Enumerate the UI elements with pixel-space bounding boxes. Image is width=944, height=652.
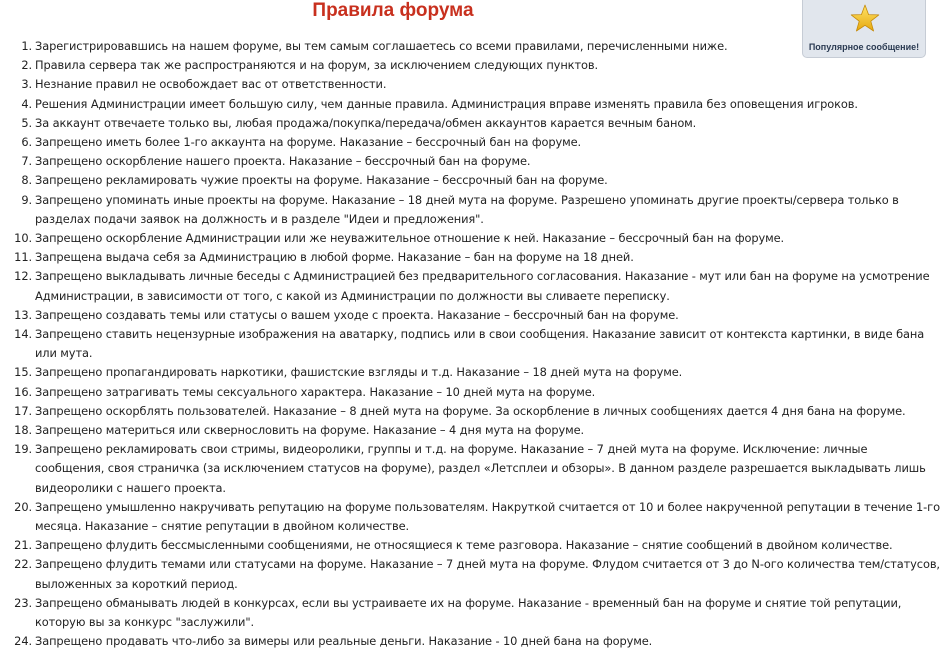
rule-text: Запрещено материться или сквернословить на форуме. Наказание – 4 дня мута на форуме. bbox=[35, 423, 585, 438]
rule-number: 18. bbox=[14, 423, 32, 438]
rule-item bbox=[0, 383, 940, 402]
rule-number: 22. bbox=[14, 557, 32, 572]
rule-text: Запрещено ставить нецензурные изображения на аватарку, подпись или в свои сообщения. Наказание зависит от контекста картинки, в виде бана или мута. bbox=[35, 327, 925, 361]
rule-item bbox=[0, 440, 940, 498]
rule-text: За аккаунт отвечаете только вы, любая продажа/покупка/передача/обмен аккаунтов карается вечным баном. bbox=[35, 115, 697, 130]
rule-number: 15. bbox=[14, 365, 32, 380]
rule-text: Решения Администрации имеет большую силу, чем данные правила. Администрация вправе изменять правила без оповещения игроков. bbox=[35, 96, 858, 111]
rule-text: Запрещено продавать что-либо за вимеры или реальные деньги. Наказание - 10 дней бана на форуме. bbox=[35, 634, 653, 649]
rule-item bbox=[0, 594, 940, 632]
rule-number: 4. bbox=[21, 96, 32, 111]
rule-item bbox=[0, 555, 940, 593]
rule-item bbox=[0, 152, 940, 171]
rule-text: Зарегистрировавшись на нашем форуме, вы тем самым соглашаетесь со всеми правилами, перечисленными ниже. bbox=[35, 39, 728, 53]
rule-text: Запрещено затрагивать темы сексуального характера. Наказание – 10 дней мута на форуме. bbox=[35, 384, 596, 399]
rule-text: Запрещено упоминать иные проекты на форуме. Наказание – 18 дней мута на форуме. Разрешено упоминать другие проекты/сервера только в разделах подачи заявок на должность и в разделе "Идеи и предложения". bbox=[35, 192, 899, 226]
rule-item bbox=[0, 171, 940, 190]
rule-number: 12. bbox=[14, 269, 32, 284]
rule-item bbox=[0, 363, 940, 382]
rule-item bbox=[0, 133, 940, 152]
rule-number: 17. bbox=[14, 403, 32, 418]
rule-number: 24. bbox=[14, 634, 32, 649]
rule-item bbox=[0, 229, 940, 248]
rule-text: Запрещено оскорбление Администрации или же неуважительное отношение к ней. Наказание – бессрочный бан на форуме. bbox=[35, 231, 785, 246]
rule-item bbox=[0, 75, 940, 94]
rule-text: Запрещено рекламировать чужие проекты на форуме. Наказание – бессрочный бан на форуме. bbox=[35, 173, 608, 188]
rule-text: Запрещено оскорбление нашего проекта. Наказание – бессрочный бан на форуме. bbox=[35, 154, 531, 169]
rule-number: 8. bbox=[21, 173, 32, 188]
rules-list bbox=[0, 37, 940, 652]
rule-item bbox=[0, 248, 940, 267]
rule-text: Запрещено флудить темами или статусами на форуме. Наказание – 7 дней мута на форуме. Флудом считается от 3 до N-ого количества тем/статусов, выложенных за короткий период. bbox=[35, 557, 940, 591]
star-icon bbox=[850, 4, 880, 34]
rule-number: 14. bbox=[14, 327, 32, 342]
page-title: Правила форума bbox=[312, 0, 474, 21]
rule-text: Запрещена выдача себя за Администрацию в любой форме. Наказание – бан на форуме на 18 дней. bbox=[35, 250, 634, 265]
rule-item bbox=[0, 632, 940, 651]
rule-number: 6. bbox=[21, 135, 32, 150]
rule-number: 11. bbox=[14, 250, 32, 265]
rule-item bbox=[0, 325, 940, 363]
rule-number: 1. bbox=[21, 39, 32, 53]
rule-item bbox=[0, 191, 940, 229]
rule-text: Запрещено оскорблять пользователей. Наказание – 8 дней мута на форуме. За оскорбление в личных сообщениях дается 4 дня бана на форуме. bbox=[35, 403, 906, 418]
rule-number: 16. bbox=[14, 384, 32, 399]
rule-number: 7. bbox=[21, 154, 32, 169]
rule-text: Запрещено пропагандировать наркотики, фашистские взгляды и т.д. Наказание – 18 дней мута на форуме. bbox=[35, 365, 683, 380]
rule-item bbox=[0, 536, 940, 555]
rule-item bbox=[0, 114, 940, 133]
rule-number: 20. bbox=[14, 499, 32, 514]
rule-item bbox=[0, 421, 940, 440]
rule-text: Запрещено рекламировать свои стримы, видеоролики, группы и т.д. на форуме. Наказание – 7 дней мута на форуме. Исключение: личные сообщения, своя страничка (за исключением статусов на форуме), раздел «Летсплеи и обзоры». В данном разделе разрешается выкладывать лишь видеоролики с нашего проекта. bbox=[35, 442, 926, 495]
rule-number: 21. bbox=[14, 538, 32, 553]
rule-text: Запрещено выкладывать личные беседы с Администрацией без предварительного согласования. Наказание - мут или бан на форуме на усмотрение Администрации, в зависимости от того, с какой из Администрации по должности вы сливаете переписку. bbox=[35, 269, 930, 303]
rule-text: Запрещено обманывать людей в конкурсах, если вы устраиваете их на форуме. Наказание - временный бан на форуме и снятие той репутации, которую вы за конкурс "заслужили". bbox=[35, 595, 902, 630]
rule-number: 5. bbox=[21, 115, 32, 130]
rule-number: 10. bbox=[14, 231, 32, 246]
rule-text: Запрещено создавать темы или статусы о вашем уходе с проекта. Наказание – бессрочный бан на форуме. bbox=[35, 307, 679, 322]
rule-item bbox=[0, 95, 940, 114]
rule-number: 3. bbox=[21, 77, 32, 92]
rule-number: 19. bbox=[14, 442, 32, 457]
rule-item bbox=[0, 402, 940, 421]
rule-text: Запрещено флудить бессмысленными сообщениями, не относящиеся к теме разговора. Наказание – снятие сообщений в двойном количестве. bbox=[35, 538, 893, 553]
rule-text: Правила сервера так же распространяются и на форум, за исключением следующих пунктов. bbox=[35, 58, 598, 73]
rule-number: 9. bbox=[21, 192, 32, 207]
rule-text: Незнание правил не освобождает вас от ответственности. bbox=[35, 77, 387, 92]
rule-item bbox=[0, 306, 940, 325]
rule-text: Запрещено умышленно накручивать репутацию на форуме пользователям. Накруткой считается от 10 и более накрученной репутации в течение 1-го месяца. Наказание – снятие репутации в двойном количестве. bbox=[35, 499, 940, 534]
rule-number: 13. bbox=[14, 307, 32, 322]
rule-number: 2. bbox=[21, 58, 32, 73]
rule-text: Запрещено иметь более 1-го аккаунта на форуме. Наказание – бессрочный бан на форуме. bbox=[35, 135, 582, 150]
rule-item bbox=[0, 56, 940, 75]
rule-item bbox=[0, 498, 940, 536]
rule-number: 23. bbox=[14, 595, 32, 610]
rule-item bbox=[0, 267, 940, 305]
rule-item bbox=[0, 37, 940, 56]
popular-post-label: Популярное сообщение! bbox=[808, 42, 920, 52]
